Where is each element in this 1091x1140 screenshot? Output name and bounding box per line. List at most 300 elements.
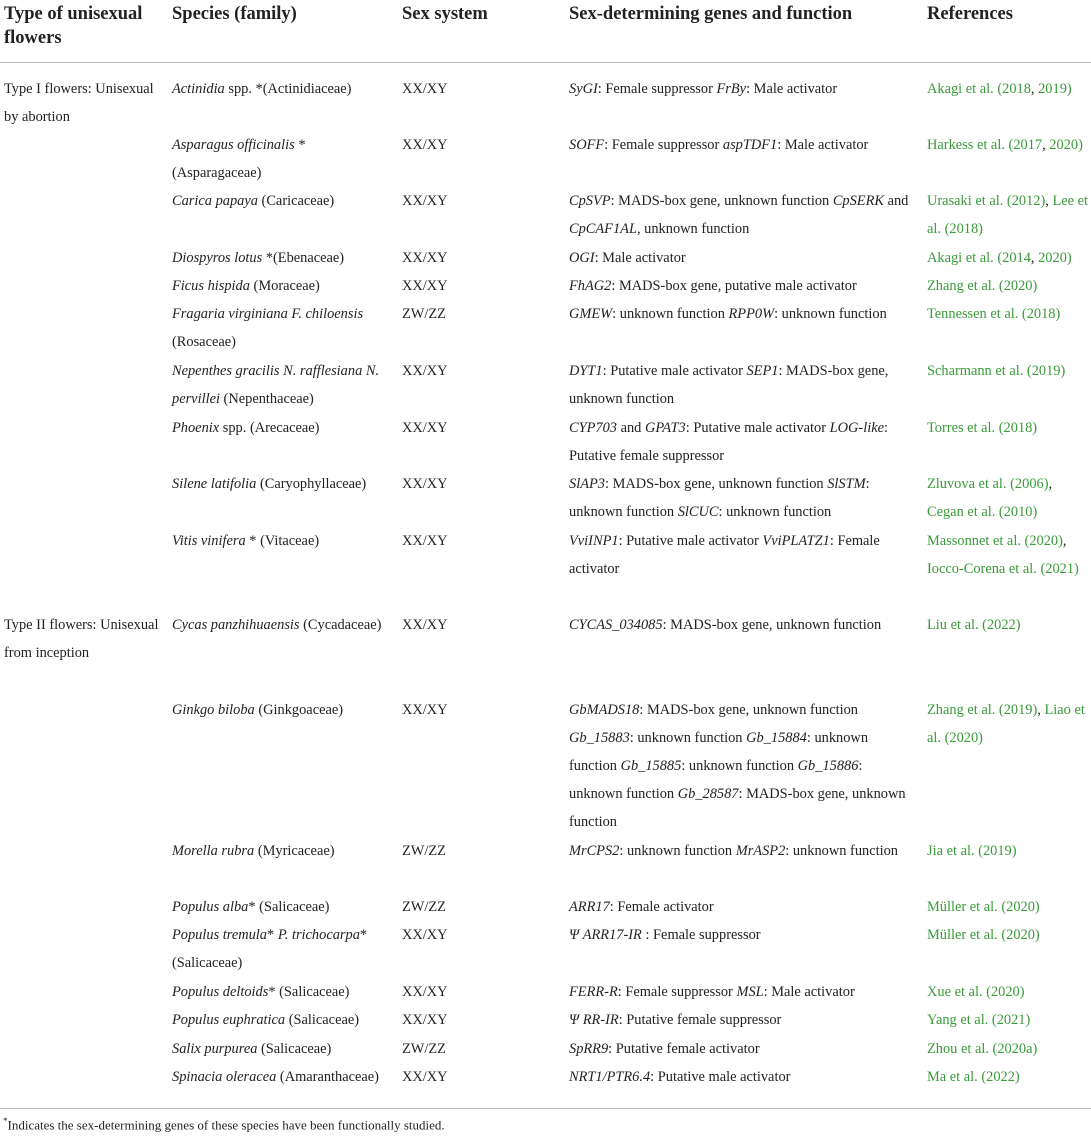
reference-link-part[interactable]: 2006	[1014, 476, 1044, 492]
header-references: References	[927, 4, 1013, 24]
references-cell	[923, 272, 1091, 300]
text-part: : Male activator	[594, 250, 686, 266]
flower-type-cell	[0, 893, 168, 921]
reference-link-part[interactable]: )	[1034, 927, 1040, 943]
sex-system-cell: ZW/ZZ	[402, 306, 446, 322]
genes-cell	[565, 1063, 923, 1091]
italic-term: SEP1	[746, 363, 779, 379]
flower-type-cell	[0, 1063, 168, 1091]
reference-link-part[interactable]: )	[1066, 250, 1072, 266]
italic-term: Gb_15885	[620, 758, 682, 774]
italic-term: LOG-like	[829, 420, 884, 436]
references-cell	[923, 1035, 1091, 1063]
reference-link-part[interactable]: 2020	[990, 984, 1020, 1000]
reference-link-part[interactable]: 2018	[1002, 81, 1031, 97]
genes-cell	[565, 414, 923, 470]
reference-link-part[interactable]: 2022	[986, 617, 1016, 633]
header-species: Species (family)	[172, 4, 297, 24]
reference-link-part[interactable]: Zhang et al. (	[927, 702, 1004, 718]
table-row	[0, 921, 1091, 978]
italic-term: Asparagus officinalis	[172, 137, 295, 153]
italic-term: Spinacia oleracea	[172, 1069, 277, 1085]
reference-link-part[interactable]: 2018	[949, 221, 979, 237]
reference-link-part[interactable]: Jia et al. (	[927, 843, 983, 859]
reference-link-part[interactable]: Müller et al. (	[927, 927, 1007, 943]
text-part: : MADS-box gene, unknown function	[569, 786, 906, 830]
references-cell	[923, 837, 1091, 893]
species-cell	[168, 300, 398, 357]
table-row	[0, 470, 1091, 527]
references-cell	[923, 414, 1091, 470]
genes-cell	[565, 696, 923, 837]
text-part: : unknown function	[629, 730, 747, 746]
italic-term: FrBy	[716, 81, 747, 97]
sex-system-cell: XX/XY	[402, 927, 448, 943]
genes-cell	[565, 527, 923, 611]
text-part: : Putative male activator	[618, 533, 763, 549]
table-row	[0, 1063, 1091, 1091]
sex-system-cell: XX/XY	[402, 1012, 448, 1028]
species-cell	[168, 470, 398, 527]
text-part: (Caryophyllaceae)	[256, 476, 367, 492]
species-cell	[168, 1035, 398, 1063]
table-row	[0, 1006, 1091, 1035]
text-part: * (Salicaceae)	[248, 899, 330, 915]
table-row	[0, 414, 1091, 470]
reference-link-part[interactable]: 2019	[982, 843, 1012, 859]
italic-term: OGI	[569, 250, 595, 266]
reference-link-part[interactable]: Liu et al. (	[927, 617, 987, 633]
species-cell	[168, 893, 398, 921]
references-cell	[923, 527, 1091, 611]
text-part: : MADS-box gene, unknown function	[639, 702, 858, 718]
species-cell	[168, 978, 398, 1006]
italic-term: Ψ ARR17-IR	[569, 927, 642, 943]
text-part: : unknown function	[569, 476, 870, 520]
flower-type-cell	[0, 244, 168, 272]
reference-link-part[interactable]: Ma et al. (	[927, 1069, 987, 1085]
genes-cell	[565, 244, 923, 272]
text-part: : unknown function	[612, 306, 729, 322]
reference-link-part[interactable]: )	[1015, 617, 1021, 633]
references-cell	[923, 611, 1091, 696]
reference-link-part[interactable]: )	[1058, 533, 1063, 549]
text-part: : unknown function	[619, 843, 736, 859]
header-type: Type of unisexual flowers	[4, 4, 143, 48]
reference-link-part[interactable]: Cegan et al. (	[927, 504, 1004, 520]
reference-link-part[interactable]: )	[1032, 702, 1038, 718]
text-part: ,	[1048, 476, 1053, 492]
species-cell	[168, 837, 398, 893]
italic-term: SOFF	[569, 137, 605, 153]
reference-link-part[interactable]: 2014	[1002, 250, 1031, 266]
genes-cell	[565, 921, 923, 978]
table-row	[0, 244, 1091, 272]
genes-cell	[565, 272, 923, 300]
text-part: *(Asparagaceae)	[172, 137, 306, 181]
flower-type-cell	[0, 470, 168, 527]
reference-link-part[interactable]: 2020a	[997, 1041, 1033, 1057]
header-row	[0, 0, 1091, 63]
reference-link-part[interactable]: 2012	[1011, 193, 1041, 209]
italic-term: P. trichocarpa	[277, 927, 360, 943]
flower-type-cell	[0, 131, 168, 187]
text-part: (Amaranthaceae)	[276, 1069, 379, 1085]
text-part: ,	[1062, 533, 1067, 549]
reference-link-part[interactable]: 2020	[949, 730, 979, 746]
reference-link-part[interactable]: 2017	[1013, 137, 1043, 153]
text-part: : Male activator	[777, 137, 869, 153]
reference-link-part[interactable]: )	[1078, 137, 1083, 153]
reference-link-part[interactable]: Urasaki et al. (	[927, 193, 1012, 209]
text-part: : unknown function	[569, 730, 869, 774]
reference-link-part[interactable]: 2020	[1003, 278, 1033, 294]
italic-term: Populus deltoids	[172, 984, 269, 1000]
italic-term: GMEW	[569, 306, 613, 322]
sex-system-cell: XX/XY	[402, 984, 448, 1000]
reference-link-part[interactable]: 2020	[1038, 250, 1067, 266]
reference-link-part[interactable]: )	[1032, 504, 1038, 520]
italic-term: Fragaria virginiana F. chiloensis	[172, 306, 364, 322]
sex-system-cell: ZW/ZZ	[402, 1041, 446, 1057]
table-row	[0, 611, 1091, 696]
reference-link-part[interactable]: Lee et al. (	[927, 193, 1089, 237]
italic-term: RPP0W	[728, 306, 775, 322]
reference-link-part[interactable]: Zhang et al. (	[927, 278, 1004, 294]
text-part: : MADS-box gene, putative male activator	[611, 278, 857, 294]
text-part: * (Salicaceae)	[172, 927, 368, 971]
reference-link-part[interactable]: )	[1019, 984, 1025, 1000]
table-row	[0, 300, 1091, 357]
italic-term: GbMADS18	[569, 702, 640, 718]
reference-link-part[interactable]: 2019	[1003, 702, 1033, 718]
text-part: (Salicaceae)	[257, 1041, 332, 1057]
genes-cell	[565, 300, 923, 357]
table-row	[0, 527, 1091, 611]
flower-type-cell	[0, 921, 168, 978]
header-genes: Sex-determining genes and function	[569, 4, 853, 24]
flower-type-cell	[0, 1006, 168, 1035]
flower-type-cell	[0, 1035, 168, 1063]
text-part: : Putative female activator	[608, 1041, 760, 1057]
text-part: * (Salicaceae)	[268, 984, 350, 1000]
sex-system-cell: XX/XY	[402, 137, 448, 153]
reference-link-part[interactable]: 2018	[1003, 420, 1033, 436]
text-part: (Rosaceae)	[172, 334, 236, 350]
reference-link-part[interactable]: )	[1032, 420, 1038, 436]
references-cell	[923, 978, 1091, 1006]
italic-term: Ginkgo biloba	[172, 702, 255, 718]
species-cell	[168, 1006, 398, 1035]
reference-link-part[interactable]: Harkess et al. (	[927, 137, 1014, 153]
footnote-mark: *	[3, 1116, 8, 1126]
italic-term: CpSERK	[832, 193, 884, 209]
reference-link-part[interactable]: 2020	[1006, 899, 1035, 915]
italic-term: CpSVP	[569, 193, 611, 209]
reference-link-part[interactable]: 2010	[1003, 504, 1033, 520]
sex-system-cell: ZW/ZZ	[402, 843, 446, 859]
reference-link-part[interactable]: Akagi et al. (	[927, 250, 1003, 266]
italic-term: VviINP1	[569, 533, 619, 549]
italic-term: SlAP3	[569, 476, 605, 492]
table-body	[0, 63, 1091, 1092]
sex-system-cell: XX/XY	[402, 476, 448, 492]
italic-term: MrCPS2	[569, 843, 620, 859]
genes-cell	[565, 837, 923, 893]
reference-link-part[interactable]: Scharmann et al. (	[927, 363, 1032, 379]
italic-term: Gb_15886	[797, 758, 859, 774]
references-cell	[923, 893, 1091, 921]
reference-link-part[interactable]: )	[1014, 1069, 1020, 1085]
italic-term: SyGI	[569, 81, 598, 97]
reference-link-part[interactable]: )	[1032, 278, 1038, 294]
reference-link-part[interactable]: )	[1034, 899, 1040, 915]
sex-system-cell: XX/XY	[402, 278, 448, 294]
italic-term: Carica papaya	[172, 193, 258, 209]
sex-system-cell: XX/XY	[402, 250, 448, 266]
flower-type-cell	[0, 527, 168, 611]
text-part: : Female suppressor	[617, 984, 737, 1000]
genes-cell	[565, 357, 923, 414]
text-part: (Moraceae)	[249, 278, 320, 294]
italic-term: Salix purpurea	[172, 1041, 258, 1057]
flower-type-cell	[0, 837, 168, 893]
sex-system-cell: ZW/ZZ	[402, 899, 446, 915]
reference-link-part[interactable]: Akagi et al. (	[927, 81, 1003, 97]
sex-system-cell: XX/XY	[402, 617, 448, 633]
italic-term: Diospyros lotus	[172, 250, 263, 266]
genes-cell	[565, 470, 923, 527]
footnote	[3, 1116, 445, 1133]
text-part: ,	[1037, 702, 1045, 718]
sex-system-cell: XX/XY	[402, 420, 448, 436]
text-part: * (Vitaceae)	[245, 533, 320, 549]
species-cell	[168, 414, 398, 470]
table-row	[0, 357, 1091, 414]
text-part: , unknown function	[636, 221, 750, 237]
text-part: : Putative male activator	[650, 1069, 791, 1085]
references-cell	[923, 244, 1091, 272]
text-part: and	[616, 420, 645, 436]
text-part: : unknown function	[774, 306, 887, 322]
genes-cell	[565, 63, 923, 132]
references-cell	[923, 1006, 1091, 1035]
text-part: (Salicaceae)	[285, 1012, 360, 1028]
sex-system-cell: XX/XY	[402, 533, 448, 549]
reference-link-part[interactable]: Yang et al. (	[927, 1012, 997, 1028]
italic-term: Cycas panzhihuaensis	[172, 617, 300, 633]
italic-term: Actinidia	[172, 81, 225, 97]
text-part: (Ginkgoaceae)	[254, 702, 344, 718]
italic-term: Gb_15883	[569, 730, 630, 746]
text-part: *(Ebenaceae)	[262, 250, 345, 266]
reference-link-part[interactable]: Xue et al. (	[927, 984, 991, 1000]
sex-system-cell: XX/XY	[402, 363, 448, 379]
reference-link-part[interactable]: Iocco-Corena et al. (	[927, 561, 1046, 577]
reference-link-part[interactable]: 2021	[1045, 561, 1075, 577]
footnote-text: Indicates the sex-determining genes of these species have been functionally studied.	[7, 1117, 445, 1133]
reference-link-part[interactable]: Liao et al. (	[927, 702, 1085, 746]
italic-term: MrASP2	[735, 843, 786, 859]
reference-link-part[interactable]: Massonnet et al. (	[927, 533, 1030, 549]
text-part: spp. *(Actinidiaceae)	[224, 81, 352, 97]
genes-cell	[565, 611, 923, 696]
text-part: : Female suppressor	[604, 137, 723, 153]
reference-link-part[interactable]: )	[1032, 1041, 1038, 1057]
reference-link-part[interactable]: )	[1040, 193, 1046, 209]
table-row	[0, 187, 1091, 244]
text-part: : Putative female suppressor	[618, 1012, 782, 1028]
text-part: : unknown function	[569, 758, 863, 802]
italic-term: CpCAF1AL	[569, 221, 637, 237]
references-cell	[923, 300, 1091, 357]
flower-type-cell	[0, 357, 168, 414]
italic-term: SlCUC	[677, 504, 719, 520]
reference-link-part[interactable]: Zluvova et al. (	[927, 476, 1015, 492]
table-row	[0, 696, 1091, 837]
italic-term: Populus euphratica	[172, 1012, 286, 1028]
reference-link-part[interactable]: 2022	[986, 1069, 1015, 1085]
reference-link-part[interactable]: )	[978, 221, 983, 237]
italic-term: Nepenthes gracilis N. rafflesiana N. pervillei	[172, 363, 380, 407]
italic-term: FERR-R	[569, 984, 618, 1000]
italic-term: MSL	[736, 984, 764, 1000]
table-row	[0, 1035, 1091, 1063]
flower-type-cell	[0, 696, 168, 837]
sex-system-cell: XX/XY	[402, 81, 448, 97]
reference-link-part[interactable]: )	[978, 730, 983, 746]
italic-term: Populus alba	[172, 899, 249, 915]
flower-type-cell	[0, 300, 168, 357]
italic-term: SlSTM	[827, 476, 866, 492]
flower-type-cell	[0, 187, 168, 244]
text-part: : Female suppressor	[597, 81, 717, 97]
reference-link-part[interactable]: 2021	[996, 1012, 1026, 1028]
reference-link-part[interactable]: Zhou et al. (	[927, 1041, 998, 1057]
reference-link-part[interactable]: )	[1043, 476, 1049, 492]
references-cell	[923, 696, 1091, 837]
header-sex-system: Sex system	[402, 4, 488, 24]
sex-system-cell: XX/XY	[402, 193, 448, 209]
reference-link-part[interactable]: )	[1066, 81, 1072, 97]
reference-link-part[interactable]: )	[1055, 306, 1061, 322]
species-cell	[168, 187, 398, 244]
reference-link-part[interactable]: 2018	[1026, 306, 1056, 322]
table-row	[0, 63, 1091, 132]
species-cell	[168, 527, 398, 611]
flower-type-cell	[0, 272, 168, 300]
reference-link-part[interactable]: )	[1025, 1012, 1031, 1028]
reference-link-part[interactable]: 2020	[1029, 533, 1059, 549]
table-row	[0, 978, 1091, 1006]
table-bottom-rule	[0, 1108, 1091, 1109]
species-cell	[168, 357, 398, 414]
text-part: : Putative male activator	[685, 420, 830, 436]
italic-term: CYCAS_034085	[569, 617, 663, 633]
text-part: : unknown function	[681, 758, 798, 774]
text-part: : MADS-box gene, unknown function	[569, 363, 889, 407]
text-part: : unknown function	[785, 843, 898, 859]
italic-term: Phoenix	[172, 420, 220, 436]
table-row	[0, 893, 1091, 921]
species-cell	[168, 244, 398, 272]
table-row	[0, 272, 1091, 300]
references-cell	[923, 1063, 1091, 1091]
sex-system-cell: XX/XY	[402, 1069, 448, 1085]
reference-link-part[interactable]: )	[1060, 363, 1066, 379]
text-part: (Cycadaceae)	[299, 617, 382, 633]
italic-term: ARR17	[569, 899, 610, 915]
italic-term: Silene latifolia	[172, 476, 257, 492]
text-part: (Nepenthaceae)	[219, 391, 314, 407]
text-part: (Caricaceae)	[257, 193, 335, 209]
italic-term: Morella rubra	[172, 843, 255, 859]
text-part: : MADS-box gene, unknown function	[604, 476, 828, 492]
references-cell	[923, 470, 1091, 527]
references-cell	[923, 357, 1091, 414]
text-part: : Female suppressor	[641, 927, 761, 943]
species-cell	[168, 611, 398, 696]
reference-link-part[interactable]: Müller et al. (	[927, 899, 1007, 915]
reference-link-part[interactable]: 2020	[1049, 137, 1079, 153]
sex-system-cell: XX/XY	[402, 702, 448, 718]
text-part: : Male activator	[763, 984, 855, 1000]
text-part: : Putative male activator	[602, 363, 747, 379]
species-cell	[168, 696, 398, 837]
text-part: ,	[1042, 137, 1050, 153]
genes-cell	[565, 893, 923, 921]
species-cell	[168, 131, 398, 187]
italic-term: Gb_28587	[677, 786, 739, 802]
reference-link-part[interactable]: Torres et al. (	[927, 420, 1004, 436]
italic-term: DYT1	[569, 363, 603, 379]
text-part: : Male activator	[746, 81, 838, 97]
italic-term: NRT1/PTR6.4	[569, 1069, 651, 1085]
italic-term: Ψ RR-IR	[569, 1012, 619, 1028]
genes-cell	[565, 1006, 923, 1035]
italic-term: GPAT3	[644, 420, 686, 436]
italic-term: Ficus hispida	[172, 278, 250, 294]
species-cell	[168, 63, 398, 132]
table-row	[0, 837, 1091, 893]
italic-term: VviPLATZ1	[762, 533, 830, 549]
reference-link-part[interactable]: 2020	[1006, 927, 1035, 943]
italic-term: FhAG2	[569, 278, 612, 294]
flower-type-cell	[0, 414, 168, 470]
reference-link-part[interactable]: 2019	[1038, 81, 1067, 97]
reference-link-part[interactable]: Tennessen et al. (	[927, 306, 1027, 322]
reference-link-part[interactable]: )	[1074, 561, 1079, 577]
reference-link-part[interactable]: )	[1011, 843, 1017, 859]
references-cell	[923, 921, 1091, 978]
species-cell	[168, 272, 398, 300]
genes-cell	[565, 1035, 923, 1063]
text-part: *	[267, 927, 278, 943]
italic-term: aspTDF1	[722, 137, 778, 153]
table-header	[0, 0, 1091, 63]
genes-cell	[565, 131, 923, 187]
reference-link-part[interactable]: 2019	[1031, 363, 1061, 379]
text-part: ,	[1030, 250, 1039, 266]
text-part: : unknown function	[718, 504, 832, 520]
italic-term: Vitis vinifera	[172, 533, 246, 549]
references-cell	[923, 187, 1091, 244]
text-part: spp. (Arecaceae)	[219, 420, 320, 436]
flower-type-cell: Type II flowers: Unisexual from inception	[4, 617, 159, 661]
text-part: : Putative female suppressor	[569, 420, 888, 464]
table-row	[0, 131, 1091, 187]
text-part: ,	[1045, 193, 1053, 209]
